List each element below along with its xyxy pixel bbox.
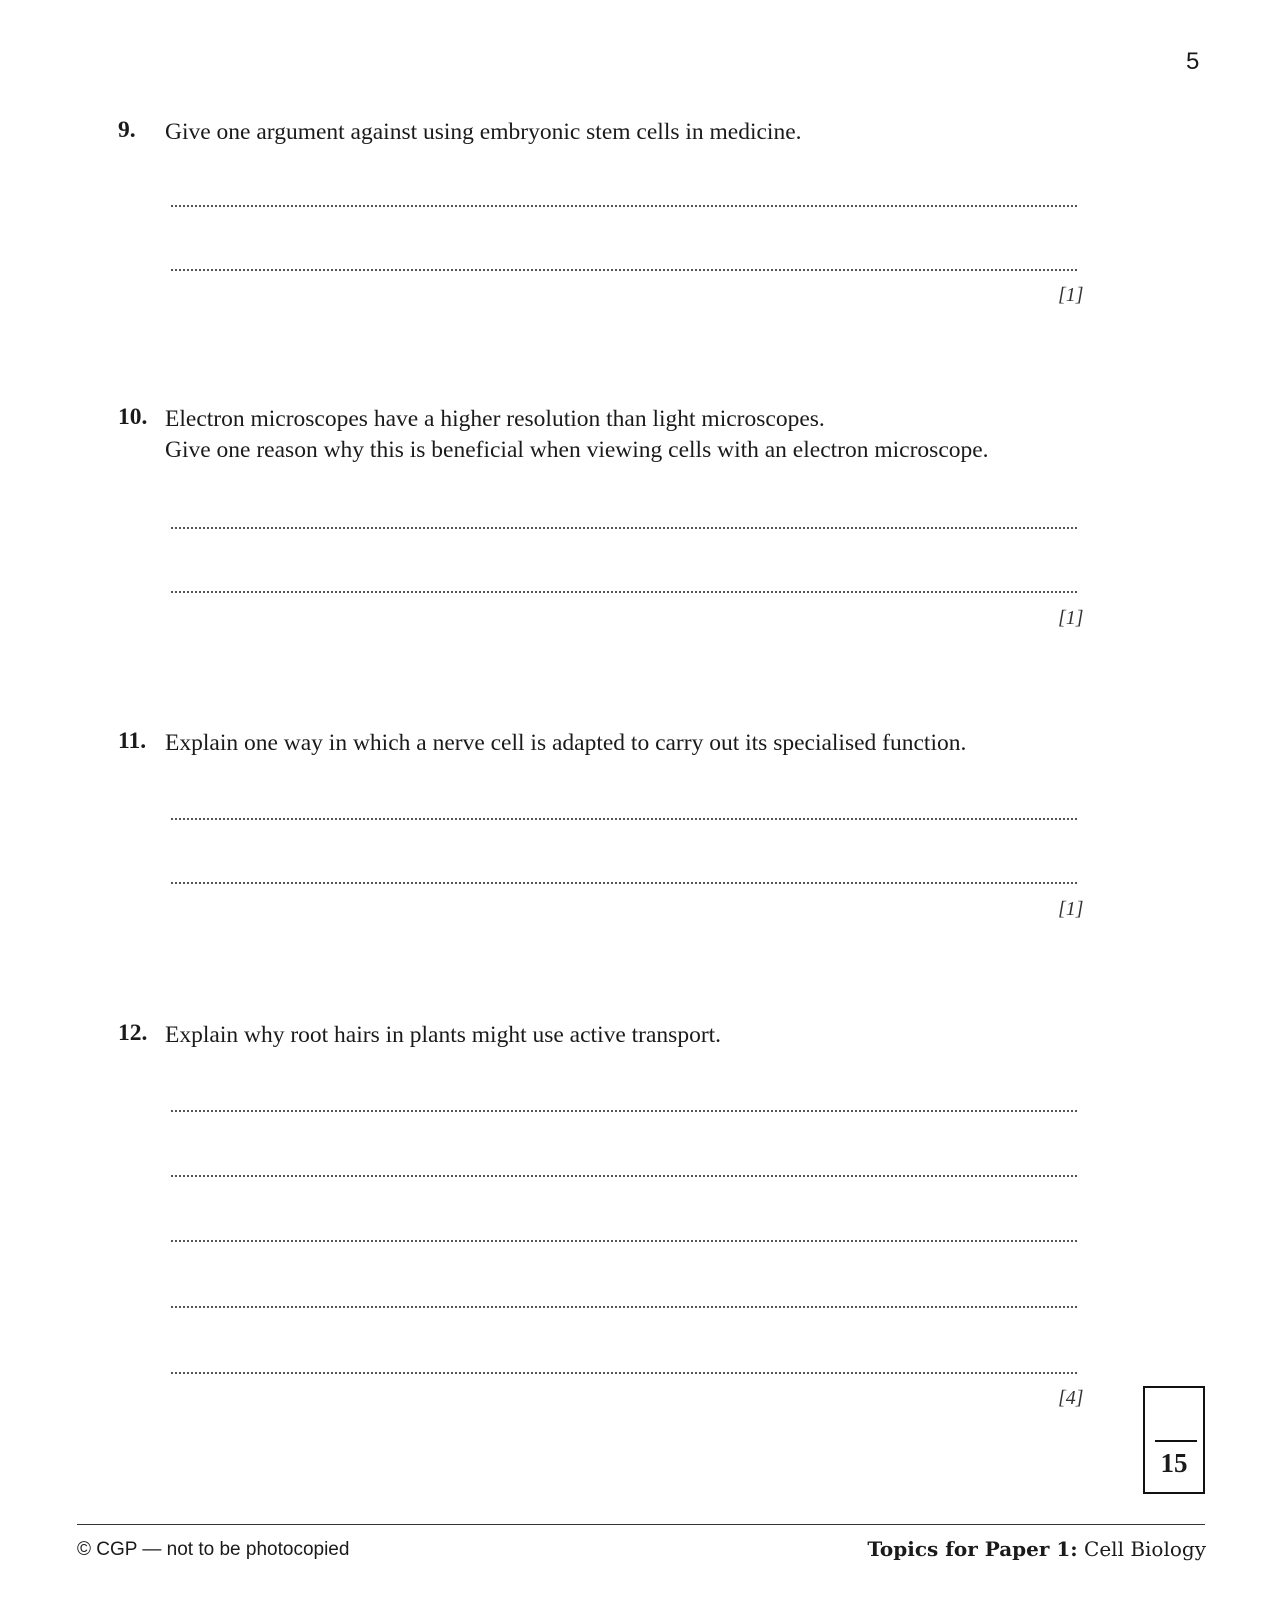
answer-line[interactable] [171, 591, 1077, 593]
question-text: Give one reason why this is beneficial when viewing cells with an electron microscope. [165, 437, 989, 463]
footer-topic-paper: Topics for Paper 1: [867, 1537, 1078, 1561]
question-11 [118, 728, 1078, 759]
answer-line[interactable] [171, 527, 1077, 529]
page-number: 5 [1186, 48, 1200, 75]
question-number: 9. [118, 117, 136, 143]
question-10 [118, 404, 1078, 466]
score-box[interactable] [1143, 1386, 1205, 1494]
answer-line[interactable] [171, 1372, 1077, 1374]
question-number: 12. [118, 1020, 148, 1046]
answer-line[interactable] [171, 818, 1077, 820]
answer-line[interactable] [171, 1110, 1077, 1112]
marks-label: [4] [1058, 1387, 1084, 1409]
footer-topic [867, 1537, 1206, 1561]
question-text: Give one argument against using embryonic stem cells in medicine. [165, 119, 802, 145]
answer-line[interactable] [171, 1240, 1077, 1242]
question-9 [118, 117, 1078, 148]
marks-label: [1] [1058, 607, 1084, 629]
copyright-notice: © CGP — not to be photocopied [77, 1539, 350, 1560]
question-number: 11. [118, 728, 147, 754]
answer-line[interactable] [171, 882, 1077, 884]
marks-label: [1] [1058, 898, 1084, 920]
score-total: 15 [1160, 1448, 1188, 1478]
answer-line[interactable] [171, 1306, 1077, 1308]
question-text: Explain one way in which a nerve cell is adapted to carry out its specialised function. [165, 730, 967, 756]
score-divider [1155, 1440, 1197, 1442]
marks-label: [1] [1058, 284, 1084, 306]
question-text: Electron microscopes have a higher resolution than light microscopes. [165, 406, 825, 432]
answer-line[interactable] [171, 1175, 1077, 1177]
answer-line[interactable] [171, 269, 1077, 271]
question-12 [118, 1020, 1078, 1051]
answer-line[interactable] [171, 205, 1077, 207]
footer-rule [77, 1524, 1205, 1525]
question-text: Explain why root hairs in plants might use active transport. [165, 1022, 722, 1048]
question-number: 10. [118, 404, 148, 430]
footer-topic-name: Cell Biology [1077, 1537, 1206, 1561]
